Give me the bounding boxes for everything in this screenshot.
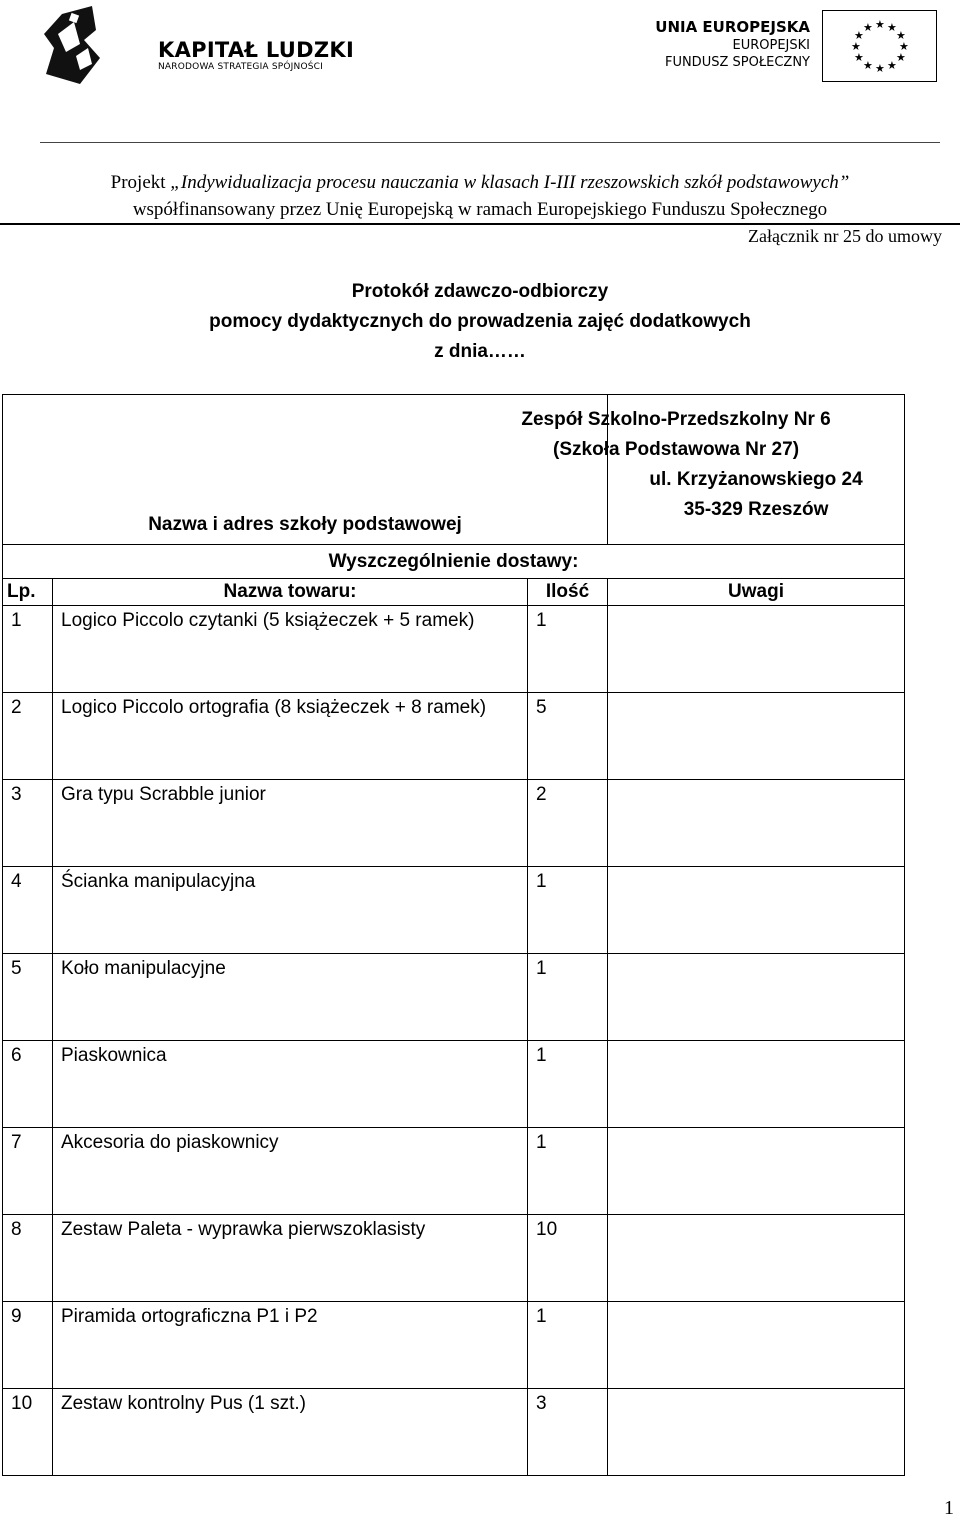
cofinanced-line: współfinansowany przez Unię Europejską w ramach Europejskiego Funduszu Społecznego bbox=[132, 199, 828, 220]
row-name-cell: Gra typu Scrabble junior bbox=[53, 780, 528, 867]
row-lp-cell: 9 bbox=[3, 1302, 53, 1389]
row-name-cell: Zestaw kontrolny Pus (1 szt.) bbox=[53, 1389, 528, 1476]
row-name-cell: Akcesoria do piaskownicy bbox=[53, 1128, 528, 1215]
table-row bbox=[3, 954, 905, 1041]
table-row bbox=[3, 693, 905, 780]
row-qty-cell: 1 bbox=[528, 867, 608, 954]
row-name-cell: Ścianka manipulacyjna bbox=[53, 867, 528, 954]
school-name: Zespół Szkolno-Przedszkolny Nr 6 bbox=[521, 409, 831, 430]
project-name: „Indywidualizacja procesu nauczania w klasach I-III rzeszowskich szkół podstawowych” bbox=[170, 172, 850, 193]
row-lp-cell: 8 bbox=[3, 1215, 53, 1302]
row-name-cell: Logico Piccolo ortografia (8 książeczek + 8 ramek) bbox=[53, 693, 528, 780]
kapital-ludzki-title: KAPITAŁ LUDZKI bbox=[158, 38, 355, 62]
row-name-cell: Logico Piccolo czytanki (5 książeczek + 5 ramek) bbox=[53, 606, 528, 693]
svg-text:★: ★ bbox=[896, 51, 906, 64]
delivery-table bbox=[2, 394, 905, 1476]
svg-text:★: ★ bbox=[854, 29, 864, 42]
row-qty-cell: 2 bbox=[528, 780, 608, 867]
row-qty-cell: 1 bbox=[528, 1041, 608, 1128]
school-address bbox=[521, 395, 905, 545]
col-notes-header: Uwagi bbox=[608, 579, 905, 606]
svg-text:★: ★ bbox=[863, 59, 873, 72]
col-lp-header: Lp. bbox=[3, 579, 53, 606]
row-lp-cell: 1 bbox=[3, 606, 53, 693]
table-row bbox=[3, 1041, 905, 1128]
spec-label: Wyszczególnienie dostawy: bbox=[3, 545, 905, 579]
svg-text:★: ★ bbox=[875, 62, 885, 75]
page-number: 1 bbox=[944, 1497, 954, 1519]
annex-label: Załącznik nr 25 do umowy bbox=[748, 226, 942, 246]
row-notes-cell bbox=[608, 693, 905, 780]
header-divider-bottom bbox=[0, 223, 960, 225]
row-lp-cell: 5 bbox=[3, 954, 53, 1041]
svg-text:★: ★ bbox=[887, 59, 897, 72]
svg-text:★: ★ bbox=[887, 21, 897, 34]
svg-text:★: ★ bbox=[875, 18, 885, 31]
table-row bbox=[3, 1302, 905, 1389]
row-name-cell: Zestaw Paleta - wyprawka pierwszoklasisty bbox=[53, 1215, 528, 1302]
row-name-cell: Piaskownica bbox=[53, 1041, 528, 1128]
eu-efs-logo bbox=[655, 10, 940, 84]
kapital-ludzki-subtitle: NARODOWA STRATEGIA SPÓJNOŚCI bbox=[158, 62, 323, 72]
row-qty-cell: 5 bbox=[528, 693, 608, 780]
row-lp-cell: 6 bbox=[3, 1041, 53, 1128]
spec-row bbox=[3, 545, 905, 579]
school-city: 35-329 Rzeszów bbox=[683, 499, 829, 520]
svg-text:★: ★ bbox=[896, 29, 906, 42]
project-line bbox=[0, 172, 960, 194]
eu-logo-subtitle-1: EUROPEJSKI bbox=[732, 38, 810, 53]
school-row bbox=[3, 395, 905, 545]
school-street: ul. Krzyżanowskiego 24 bbox=[649, 469, 863, 490]
table-row bbox=[3, 1389, 905, 1476]
row-lp-cell: 3 bbox=[3, 780, 53, 867]
row-notes-cell bbox=[608, 1302, 905, 1389]
table-row bbox=[3, 1215, 905, 1302]
row-lp-cell: 10 bbox=[3, 1389, 53, 1476]
row-lp-cell: 2 bbox=[3, 693, 53, 780]
eu-logo-title: UNIA EUROPEJSKA bbox=[655, 18, 810, 36]
col-qty-header: Ilość bbox=[528, 579, 608, 606]
doc-title-line-3: z dnia…… bbox=[434, 341, 526, 362]
column-headers bbox=[3, 579, 905, 606]
school-name-2: (Szkoła Podstawowa Nr 27) bbox=[553, 439, 800, 460]
svg-text:★: ★ bbox=[854, 51, 864, 64]
row-lp-cell: 7 bbox=[3, 1128, 53, 1215]
kapital-ludzki-logo bbox=[40, 4, 355, 88]
table-row bbox=[3, 1128, 905, 1215]
row-qty-cell: 10 bbox=[528, 1215, 608, 1302]
row-notes-cell bbox=[608, 606, 905, 693]
table-row bbox=[3, 606, 905, 693]
table-row bbox=[3, 780, 905, 867]
kapital-ludzki-emblem-icon bbox=[40, 4, 115, 88]
row-lp-cell: 4 bbox=[3, 867, 53, 954]
svg-text:★: ★ bbox=[851, 40, 861, 53]
row-notes-cell bbox=[608, 954, 905, 1041]
row-name-cell: Piramida ortograficzna P1 i P2 bbox=[53, 1302, 528, 1389]
eu-stars-icon bbox=[823, 11, 935, 81]
school-label: Nazwa i adres szkoły podstawowej bbox=[3, 395, 608, 545]
row-notes-cell bbox=[608, 1215, 905, 1302]
row-notes-cell bbox=[608, 867, 905, 954]
row-name-cell: Koło manipulacyjne bbox=[53, 954, 528, 1041]
row-notes-cell bbox=[608, 780, 905, 867]
row-qty-cell: 1 bbox=[528, 1128, 608, 1215]
row-notes-cell bbox=[608, 1128, 905, 1215]
table-row bbox=[3, 867, 905, 954]
eu-logo-subtitle-2: FUNDUSZ SPOŁECZNY bbox=[664, 55, 810, 70]
row-notes-cell bbox=[608, 1389, 905, 1476]
header-divider-top bbox=[40, 142, 940, 143]
row-qty-cell: 1 bbox=[528, 606, 608, 693]
doc-title-line-1: Protokół zdawczo-odbiorczy bbox=[351, 281, 609, 302]
svg-text:★: ★ bbox=[899, 40, 909, 53]
row-qty-cell: 3 bbox=[528, 1389, 608, 1476]
svg-text:★: ★ bbox=[863, 21, 873, 34]
row-qty-cell: 1 bbox=[528, 1302, 608, 1389]
doc-title-line-2: pomocy dydaktycznych do prowadzenia zajęć dodatkowych bbox=[209, 311, 751, 332]
row-notes-cell bbox=[608, 1041, 905, 1128]
row-qty-cell: 1 bbox=[528, 954, 608, 1041]
col-name-header: Nazwa towaru: bbox=[53, 579, 528, 606]
eu-flag bbox=[822, 10, 937, 82]
project-prefix: Projekt bbox=[110, 172, 171, 193]
